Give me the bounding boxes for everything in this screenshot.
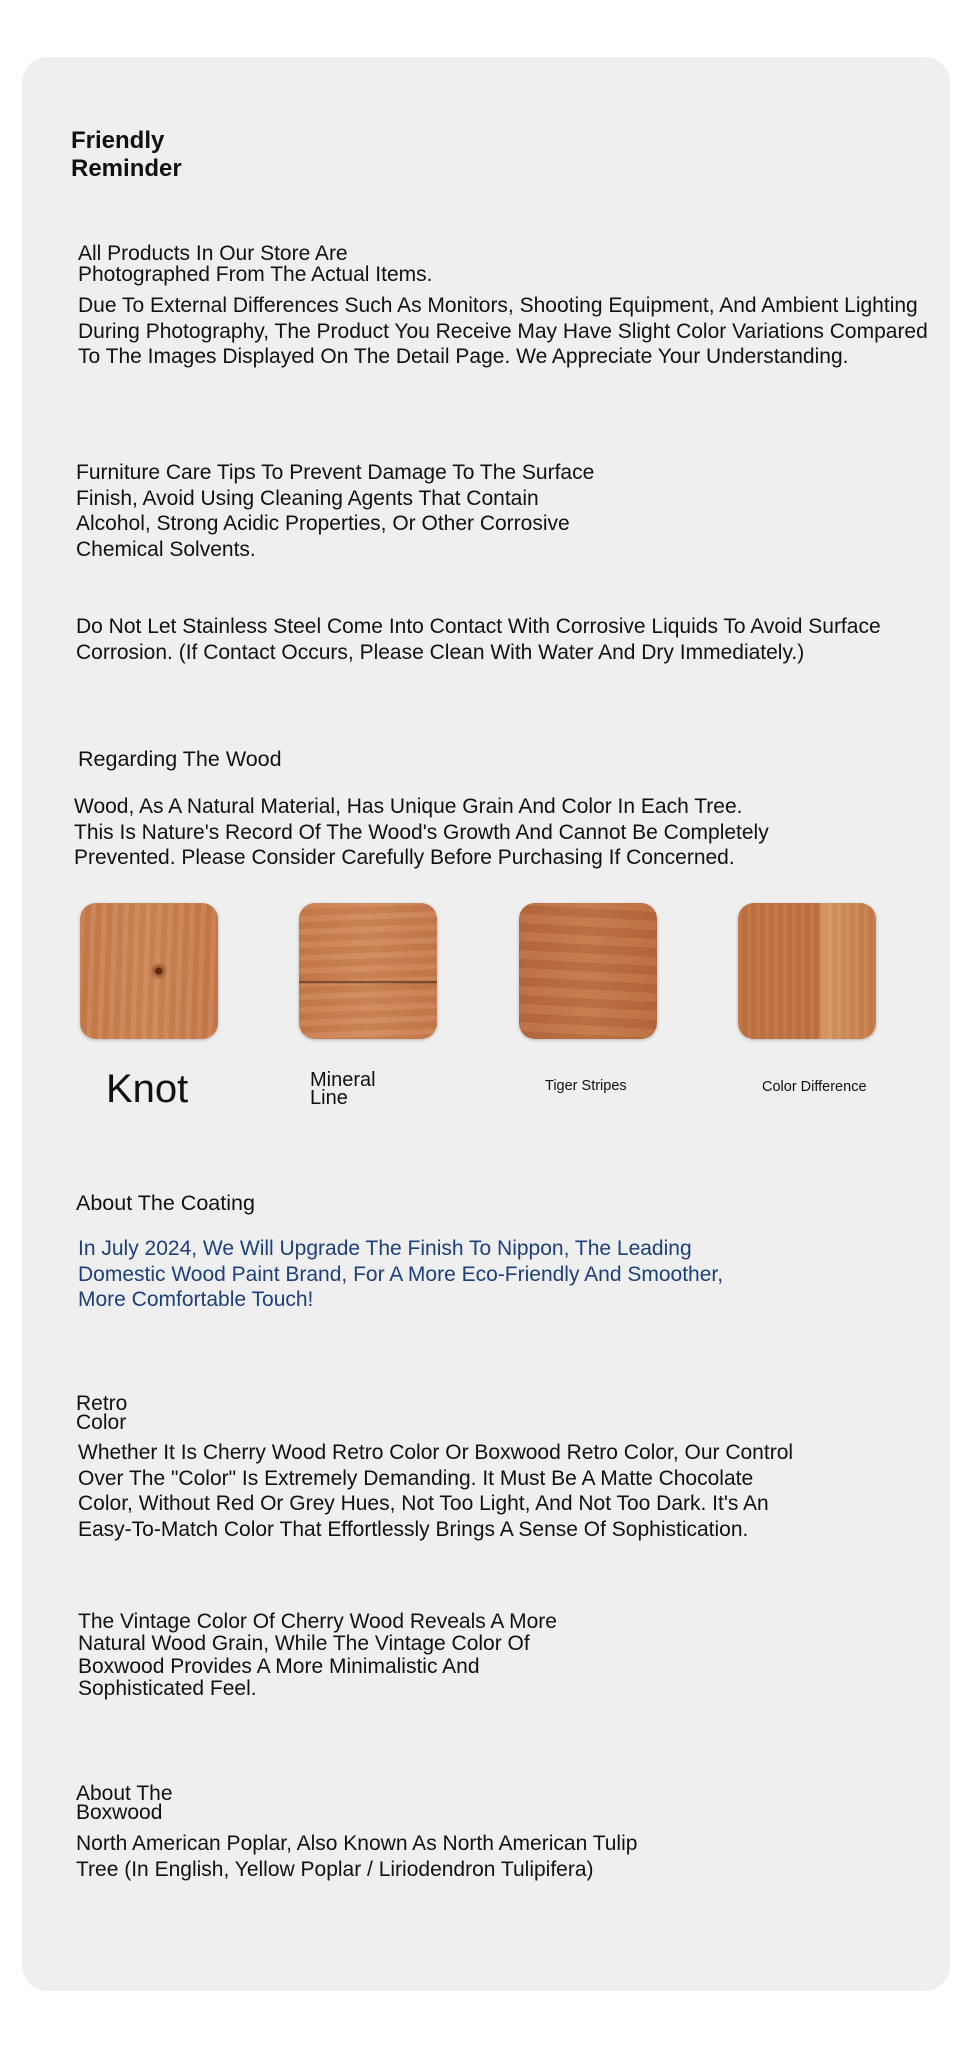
retro-heading: Retro Color [76, 1392, 128, 1434]
knot-label: Knot [106, 1067, 189, 1111]
retro-body: Whether It Is Cherry Wood Retro Color Or Boxwood Retro Color, Our Control Over The "Color" Is Extremely Demanding. It Must Be A Matte Chocolate Color, Without Red Or Grey Hues, Not Too Light, And Not Too Dark. It's An Easy-To-Match Color That Effortlessly Brings A Sense Of Sophistication. [78, 1441, 794, 1541]
wood-heading: Regarding The Wood [78, 747, 282, 771]
coating-body: In July 2024, We Will Upgrade The Finish To Nippon, The Leading Domestic Wood Paint Brand, For A More Eco-Friendly And Smoother, More Comfortable Touch! [78, 1237, 724, 1311]
care-tips-steel: Do Not Let Stainless Steel Come Into Contact With Corrosive Liquids To Avoid Surface Corrosion. (If Contact Occurs, Please Clean With Water And Dry Immediately.) [76, 615, 881, 664]
boxwood-heading: About The Boxwood [76, 1782, 173, 1824]
tiger-stripes-label: Tiger Stripes [545, 1078, 627, 1094]
knot-sample-image [80, 903, 218, 1039]
mineral-line-label: Mineral Line [310, 1069, 376, 1109]
color-difference-label: Color Difference [762, 1079, 867, 1095]
wood-body: Wood, As A Natural Material, Has Unique Grain And Color In Each Tree. This Is Nature's Record Of The Wood's Growth And Cannot Be Completely Prevented. Please Consider Carefully Before Purchasing If Concerned. [74, 795, 769, 869]
mineral-line-sample-image [299, 903, 437, 1039]
care-tips-cleaning: Furniture Care Tips To Prevent Damage To The Surface Finish, Avoid Using Cleaning Agents That Contain Alcohol, Strong Acidic Properties, Or Other Corrosive Chemical Solvents. [76, 461, 595, 561]
photo-note: All Products In Our Store Are Photographed From The Actual Items. [78, 242, 433, 286]
color-difference-sample-image [738, 903, 876, 1039]
boxwood-body: North American Poplar, Also Known As North American Tulip Tree (In English, Yellow Poplar / Liriodendron Tulipifera) [76, 1832, 638, 1881]
coating-heading: About The Coating [76, 1191, 255, 1215]
tiger-stripes-sample-image [519, 903, 657, 1039]
info-card [22, 57, 950, 1991]
color-variation-note: Due To External Differences Such As Monitors, Shooting Equipment, And Ambient Lighting During Photography, The Product You Receive May Have Slight Color Variations Compared To The Images Displayed On The Detail Page. We Appreciate Your Understanding. [78, 294, 928, 368]
reminder-title: Friendly Reminder [71, 127, 182, 182]
vintage-color-note: The Vintage Color Of Cherry Wood Reveals A More Natural Wood Grain, While The Vintage Color Of Boxwood Provides A More Minimalistic And Sophisticated Feel. [78, 1610, 557, 1700]
